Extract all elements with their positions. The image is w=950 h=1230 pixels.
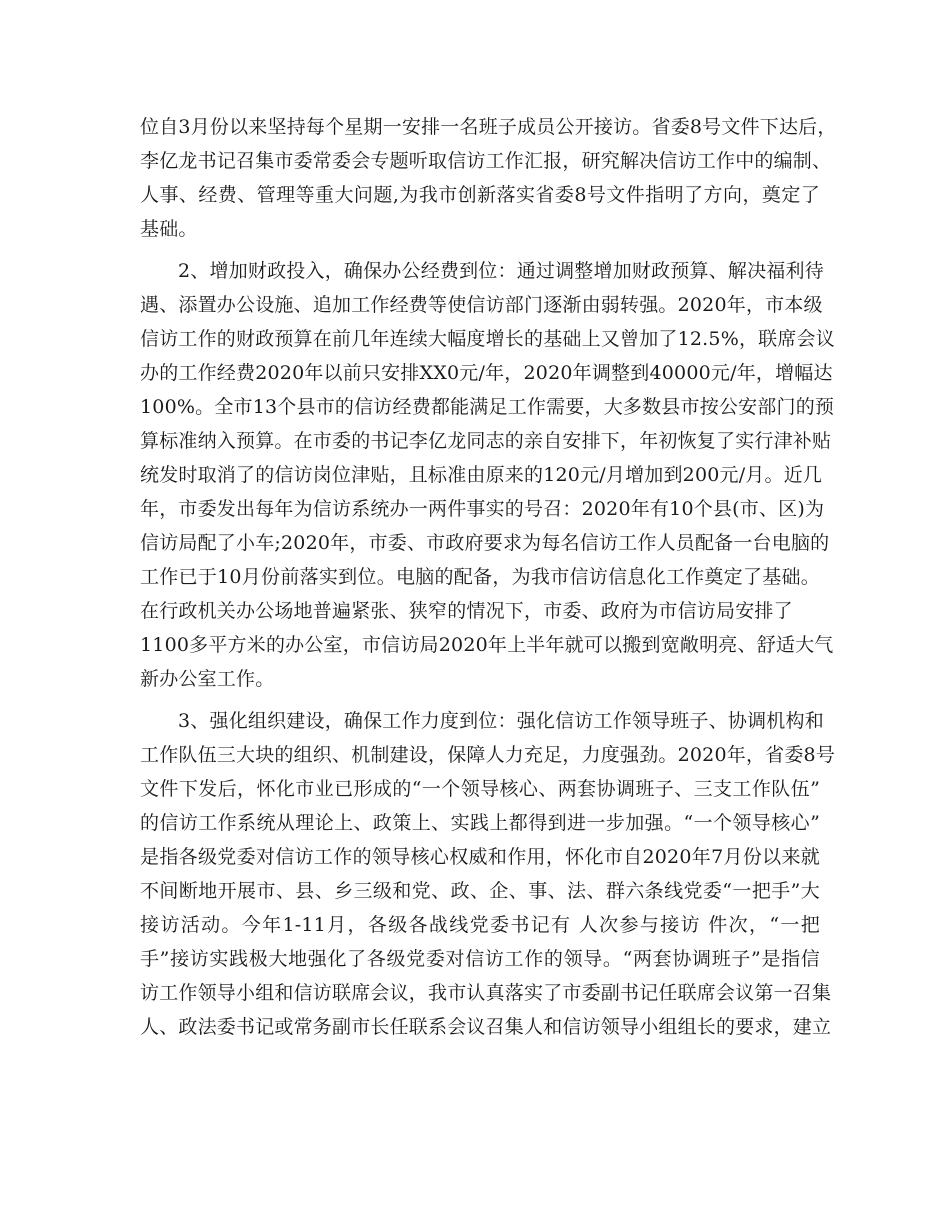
- document-body: [140, 110, 837, 1044]
- text-line: 接访活动。今年1-11月，各级各战线党委书记有 人次参与接访 件次，“一把: [140, 914, 820, 936]
- text-line: 人事、经费、管理等重大问题,为我市创新落实省委8号文件指明了方向，奠定了: [140, 184, 820, 206]
- text-line: 的信访工作系统从理论上、政策上、实践上都得到进一步加强。“一个领导核心”: [140, 812, 820, 834]
- text-line: 2、增加财政投入，确保办公经费到位：通过调整增加财政预算、解决福利待: [178, 260, 824, 282]
- text-line: 100%。全市13个县市的信访经费都能满足工作需要，大多数县市按公安部门的预: [140, 396, 835, 418]
- text-line: 李亿龙书记召集市委常委会专题听取信访工作汇报，研究解决信访工作中的编制、: [140, 150, 832, 172]
- text-line: 3、强化组织建设，确保工作力度到位：强化信访工作领导班子、协调机构和: [178, 710, 824, 732]
- text-line: 遇、添置办公设施、追加工作经费等使信访部门逐渐由弱转强。2020年，市本级: [140, 294, 823, 316]
- text-line: 信访工作的财政预算在前几年连续大幅度增长的基础上又曾加了12.5%，联席会议: [140, 328, 835, 350]
- text-line: 办的工作经费2020年以前只安排XX0元/年，2020年调整到40000元/年，增幅达: [140, 362, 833, 384]
- paragraph-1: [140, 110, 837, 246]
- text-line: 工作队伍三大块的组织、机制建设，保障人力充足，力度强劲。2020年，省委8号: [140, 744, 836, 766]
- text-line: 信访局配了小车;2020年，市委、市政府要求为每名信访工作人员配备一台电脑的: [140, 532, 830, 554]
- text-line: 新办公室工作。: [140, 668, 275, 690]
- text-line: 是指各级党委对信访工作的领导核心权威和作用，怀化市自2020年7月份以来就: [140, 846, 821, 868]
- text-line: 1100多平方米的办公室，市信访局2020年上半年就可以搬到宽敞明亮、舒适大气: [140, 634, 834, 656]
- text-line: 访工作领导小组和信访联席会议，我市认真落实了市委副书记任联席会议第一召集: [140, 982, 832, 1004]
- text-line: 算标准纳入预算。在市委的书记李亿龙同志的亲自安排下，年初恢复了实行津补贴: [140, 430, 832, 452]
- text-line: 文件下发后，怀化市业已形成的“一个领导核心、两套协调班子、三支工作队伍”: [140, 778, 820, 800]
- text-line: 在行政机关办公场地普遍紧张、狭窄的情况下，市委、政府为市信访局安排了: [140, 600, 793, 622]
- paragraph-3: [140, 704, 836, 1044]
- text-line: 年，市委发出每年为信访系统办一两件事实的号召：2020年有10个县(市、区)为: [140, 498, 825, 520]
- text-line: 手”接访实践极大地强化了各级党委对信访工作的领导。“两套协调班子”是指信: [140, 948, 820, 970]
- text-line: 工作已于10月份前落实到位。电脑的配备，为我市信访信息化工作奠定了基础。: [140, 566, 820, 588]
- text-line: 位自3月份以来坚持每个星期一安排一名班子成员公开接访。省委8号文件下达后，: [140, 116, 837, 138]
- text-line: 人、政法委书记或常务副市长任联系会议召集人和信访领导小组组长的要求，建立: [140, 1016, 832, 1038]
- text-line: 基础。: [140, 218, 198, 240]
- paragraph-gap: [140, 696, 820, 704]
- paragraph-2: [140, 254, 835, 696]
- paragraph-gap: [140, 246, 820, 254]
- text-line: 不间断地开展市、县、乡三级和党、政、企、事、法、群六条线党委“一把手”大: [140, 880, 820, 902]
- text-line: 统发时取消了的信访岗位津贴，且标准由原来的120元/月增加到200元/月。近几: [140, 464, 823, 486]
